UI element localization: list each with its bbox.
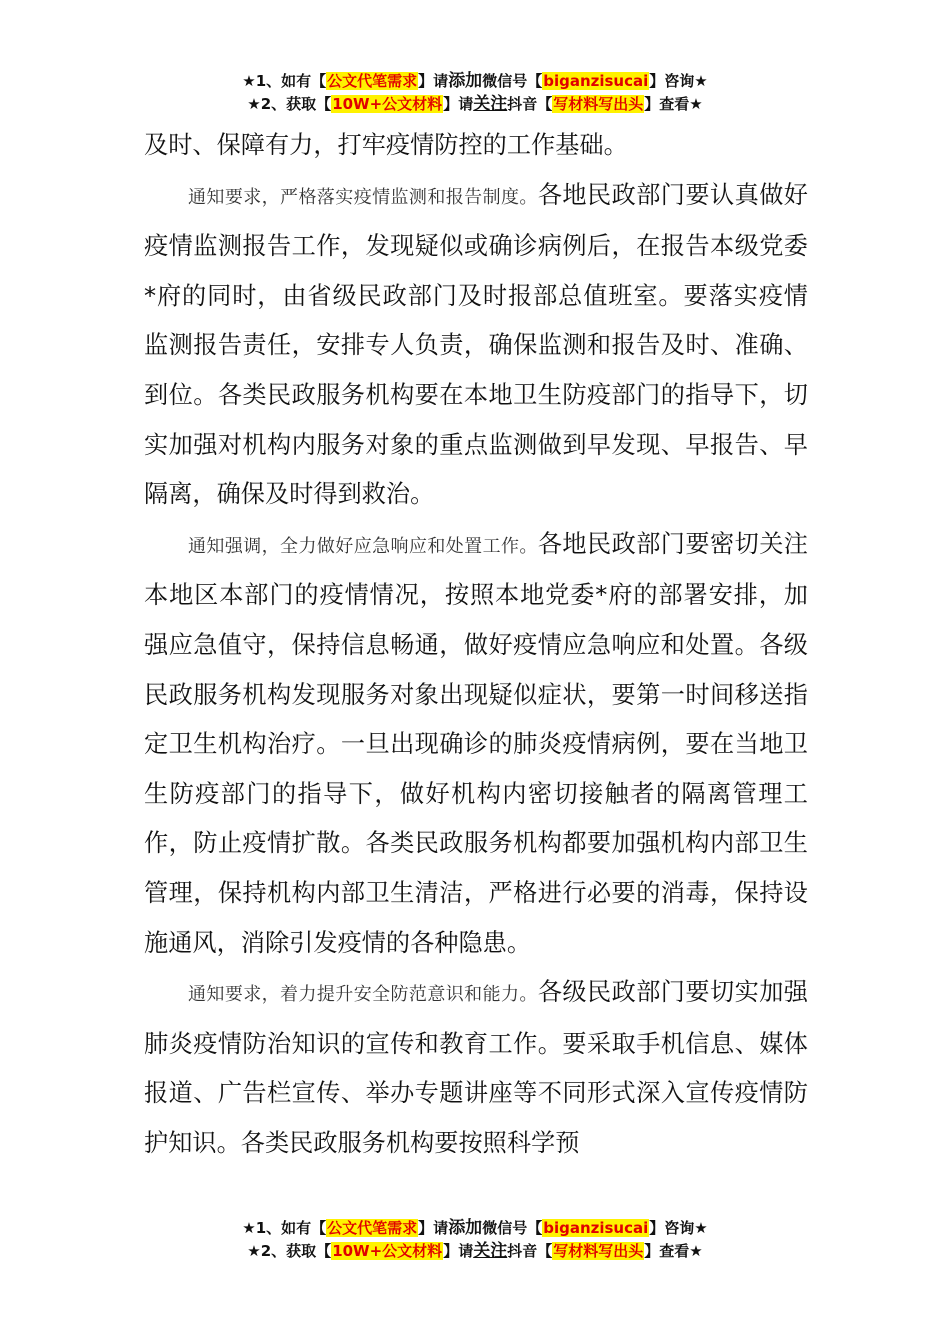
highlight-douyin-account: 写材料写出头	[553, 95, 644, 113]
promo-line-2: ★2、获取【10W+公文材料】请关注抖音【写材料写出头】查看★	[247, 1241, 703, 1261]
highlight-wechat-id: biganzisucai	[543, 72, 649, 90]
promo-line-1: ★1、如有【公文代笔需求】请添加微信号【biganzisucai】咨询★	[242, 71, 708, 91]
highlight-materials: 10W+公文材料	[332, 1242, 443, 1260]
highlight-wechat-id: biganzisucai	[543, 1219, 649, 1237]
paragraph-4-lead: 通知要求，着力提升安全防范意识和能力。	[188, 984, 538, 1006]
paragraph-3-lead: 通知强调，全力做好应急响应和处置工作。	[188, 535, 538, 557]
promo-line-1: ★1、如有【公文代笔需求】请添加微信号【biganzisucai】咨询★	[242, 1218, 708, 1238]
highlight-service: 公文代笔需求	[327, 72, 418, 90]
highlight-service: 公文代笔需求	[327, 1219, 418, 1237]
paragraph-3: 通知强调，全力做好应急响应和处置工作。各地民政部门要密切关注本地区本部门的疫情情况，按照本地党委*府的部署安排，加强应急值守，保持信息畅通，做好疫情应急响应和处置。各级民政服务机构发现服务对象出现疑似症状，要第一时间移送指定卫生机构治疗。一旦出现确诊的肺炎疫情病例，要在当地卫生防疫部门的指导下，做好机构内密切接触者的隔离管理工作，防止疫情扩散。各类民政服务机构都要加强机构内部卫生管理，保持机构内部卫生清洁，严格进行必要的消毒，保持设施通风，消除引发疫情的各种隐患。	[144, 529, 808, 957]
promo-banner-bottom	[0, 1217, 950, 1263]
paragraph-4: 通知要求，着力提升安全防范意识和能力。各级民政部门要切实加强肺炎疫情防治知识的宣传和教育工作。要采取手机信息、媒体报道、广告栏宣传、举办专题讲座等不同形式深入宣传疫情防护知识。各类民政服务机构要按照科学预	[144, 978, 808, 1157]
promo-banner-top	[0, 70, 950, 116]
highlight-materials: 10W+公文材料	[332, 95, 443, 113]
paragraph-1: 及时、保障有力，打牢疫情防控的工作基础。	[144, 131, 628, 159]
paragraph-2: 通知要求，严格落实疫情监测和报告制度。各地民政部门要认真做好疫情监测报告工作，发现疑似或确诊病例后，在报告本级党委*府的同时，由省级民政部门及时报部总值班室。要落实疫情监测报告责任，安排专人负责，确保监测和报告及时、准确、到位。各类民政服务机构要在本地卫生防疫部门的指导下，切实加强对机构内服务对象的重点监测做到早发现、早报告、早隔离，确保及时得到救治。	[144, 180, 808, 509]
document-body	[144, 121, 808, 1168]
promo-line-2: ★2、获取【10W+公文材料】请关注抖音【写材料写出头】查看★	[247, 94, 703, 114]
paragraph-2-lead: 通知要求，严格落实疫情监测和报告制度。	[188, 186, 538, 208]
highlight-douyin-account: 写材料写出头	[553, 1242, 644, 1260]
